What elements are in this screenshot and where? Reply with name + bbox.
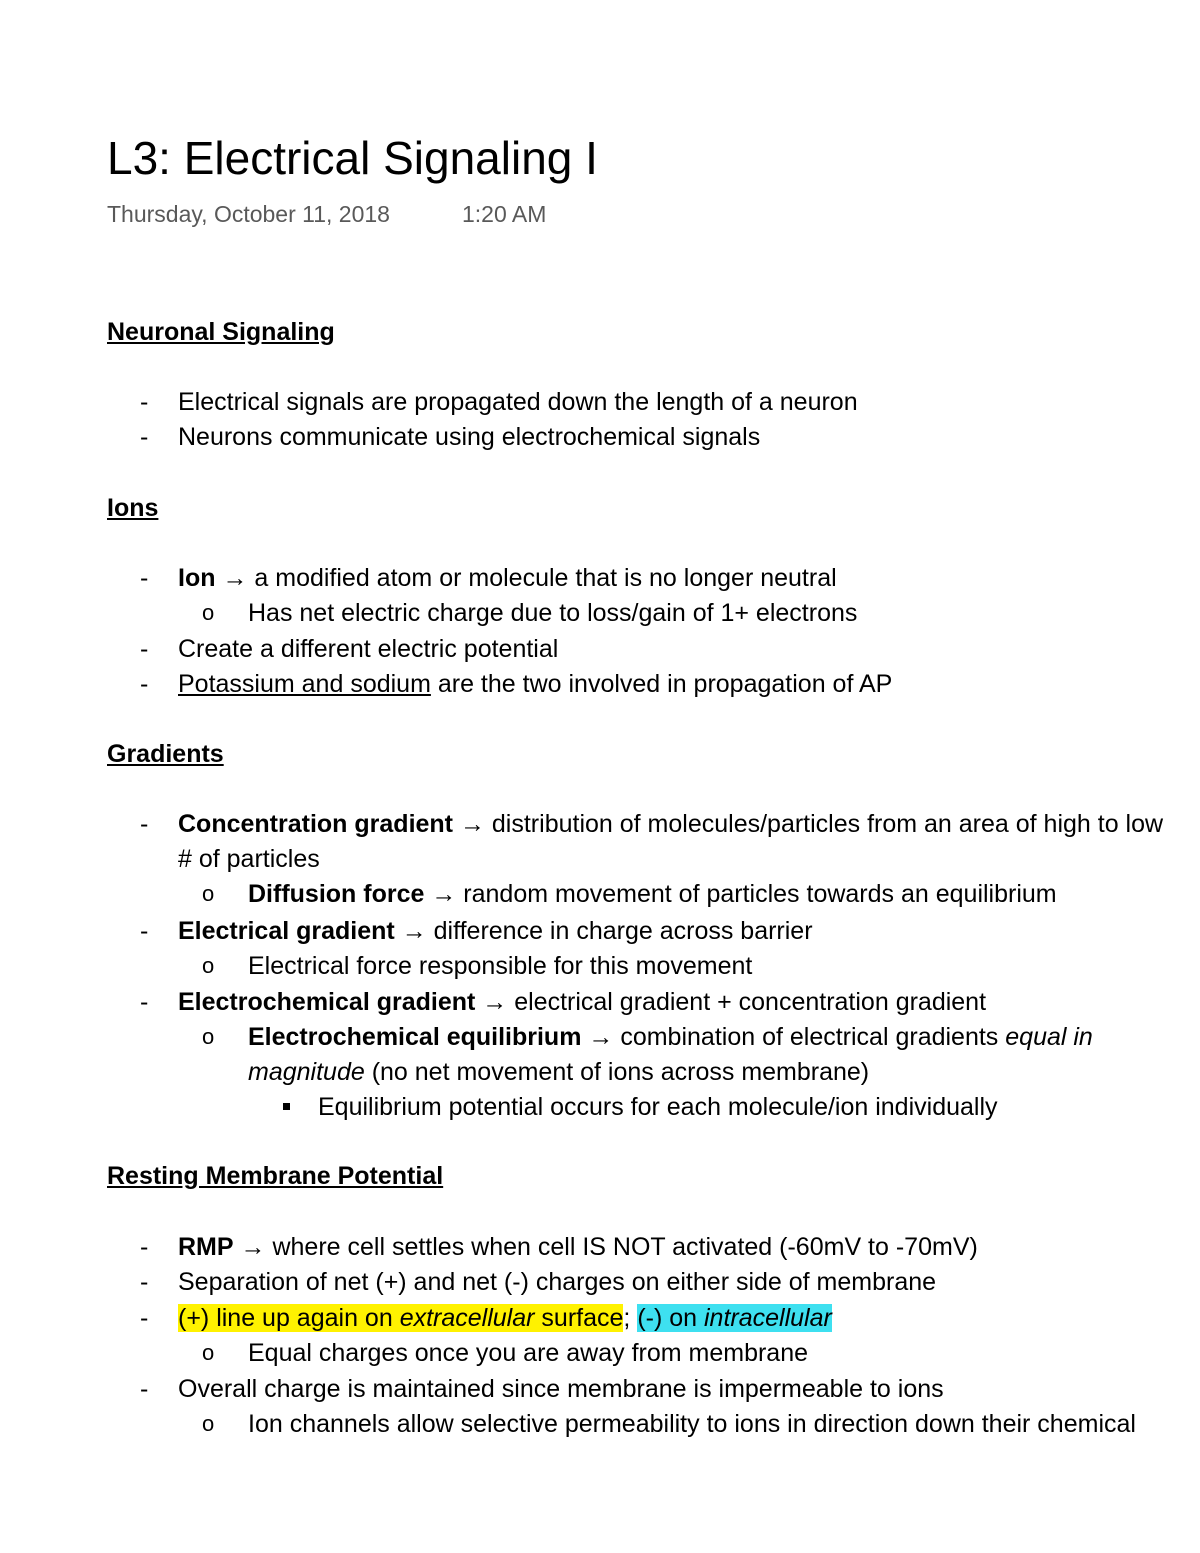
list-item: Has net electric charge due to loss/gain of 1+ electrons bbox=[248, 599, 858, 627]
list-item bbox=[178, 667, 892, 701]
term-electrical-gradient: Electrical gradient bbox=[178, 917, 395, 945]
dash-bullet: - bbox=[140, 917, 149, 945]
dash-bullet: - bbox=[140, 1233, 149, 1261]
list-item bbox=[178, 1301, 832, 1335]
circle-bullet: o bbox=[202, 1024, 215, 1049]
list-item: Equilibrium potential occurs for each molecule/ion individually bbox=[318, 1093, 998, 1121]
term-electrochemical-equilibrium: Electrochemical equilibrium bbox=[248, 1023, 582, 1051]
list-item: Electrical force responsible for this movement bbox=[248, 952, 753, 980]
circle-bullet: o bbox=[202, 953, 215, 978]
list-item: Separation of net (+) and net (-) charges on either side of membrane bbox=[178, 1268, 937, 1296]
list-item: Electrical signals are propagated down the length of a neuron bbox=[178, 388, 858, 416]
page-title: L3: Electrical Signaling I bbox=[107, 132, 598, 184]
list-item: Overall charge is maintained since membrane is impermeable to ions bbox=[178, 1375, 944, 1403]
term-ion: Ion bbox=[178, 564, 216, 592]
term-diffusion-force: Diffusion force bbox=[248, 880, 425, 908]
heading-resting-membrane-potential: Resting Membrane Potential bbox=[107, 1162, 444, 1190]
list-item bbox=[248, 877, 1057, 911]
dash-bullet: - bbox=[140, 1304, 149, 1332]
list-item-continuation: # of particles bbox=[178, 845, 320, 873]
note-date: Thursday, October 11, 2018 bbox=[107, 201, 390, 227]
circle-bullet: o bbox=[202, 600, 215, 625]
italic-text: magnitude bbox=[248, 1058, 365, 1086]
list-item-text: (no net movement of ions across membrane) bbox=[364, 1058, 870, 1086]
dash-bullet: - bbox=[140, 670, 149, 698]
heading-gradients: Gradients bbox=[107, 740, 224, 768]
definition-text: → random movement of particles towards an equilibrium bbox=[424, 880, 1057, 908]
highlighted-text: surface bbox=[534, 1304, 624, 1332]
heading-ions: Ions bbox=[107, 494, 159, 522]
italic-text: intracellular bbox=[704, 1304, 832, 1332]
list-item: Create a different electric potential bbox=[178, 635, 559, 663]
list-item: Neurons communicate using electrochemical signals bbox=[178, 423, 761, 451]
heading-neuronal-signaling: Neuronal Signaling bbox=[107, 318, 335, 346]
underlined-text: Potassium and sodium bbox=[178, 670, 431, 698]
dash-bullet: - bbox=[140, 564, 149, 592]
definition-text: → a modified atom or molecule that is no longer neutral bbox=[215, 564, 837, 592]
list-item bbox=[178, 561, 837, 595]
italic-text: extracellular bbox=[399, 1304, 535, 1332]
dash-bullet: - bbox=[140, 988, 149, 1016]
dash-bullet: - bbox=[140, 423, 149, 451]
dash-bullet: - bbox=[140, 635, 149, 663]
circle-bullet: o bbox=[202, 881, 215, 906]
definition-text: → electrical gradient + concentration gradient bbox=[475, 988, 987, 1016]
term-concentration-gradient: Concentration gradient bbox=[178, 810, 454, 838]
highlighted-text: (-) on bbox=[637, 1304, 704, 1332]
definition-text: → combination of electrical gradients bbox=[581, 1023, 1006, 1051]
definition-text: → difference in charge across barrier bbox=[394, 917, 813, 945]
italic-text: equal in bbox=[1005, 1023, 1093, 1051]
list-item: Ion channels allow selective permeability to ions in direction down their chemical bbox=[248, 1410, 1136, 1438]
square-bullet-icon bbox=[283, 1103, 290, 1110]
highlight-yellow bbox=[178, 1304, 623, 1332]
term-electrochemical-gradient: Electrochemical gradient bbox=[178, 988, 476, 1016]
list-item bbox=[178, 1230, 978, 1264]
separator-text: ; bbox=[623, 1304, 638, 1332]
circle-bullet: o bbox=[202, 1340, 215, 1365]
list-item bbox=[178, 807, 1163, 841]
dash-bullet: - bbox=[140, 810, 149, 838]
list-item-continuation bbox=[248, 1055, 869, 1089]
dash-bullet: - bbox=[140, 388, 149, 416]
highlighted-text: (+) line up again on bbox=[178, 1304, 400, 1332]
list-item bbox=[248, 1020, 1093, 1054]
list-item: Equal charges once you are away from membrane bbox=[248, 1339, 809, 1367]
dash-bullet: - bbox=[140, 1375, 149, 1403]
circle-bullet: o bbox=[202, 1411, 215, 1436]
note-time: 1:20 AM bbox=[462, 201, 547, 227]
highlight-cyan bbox=[637, 1304, 832, 1332]
list-item bbox=[178, 914, 813, 948]
definition-text: → where cell settles when cell IS NOT activated (-60mV to -70mV) bbox=[233, 1233, 978, 1261]
list-item-text: are the two involved in propagation of AP bbox=[430, 670, 893, 698]
term-rmp: RMP bbox=[178, 1233, 234, 1261]
dash-bullet: - bbox=[140, 1268, 149, 1296]
definition-text: → distribution of molecules/particles from an area of high to low bbox=[453, 810, 1164, 838]
list-item bbox=[178, 985, 986, 1019]
